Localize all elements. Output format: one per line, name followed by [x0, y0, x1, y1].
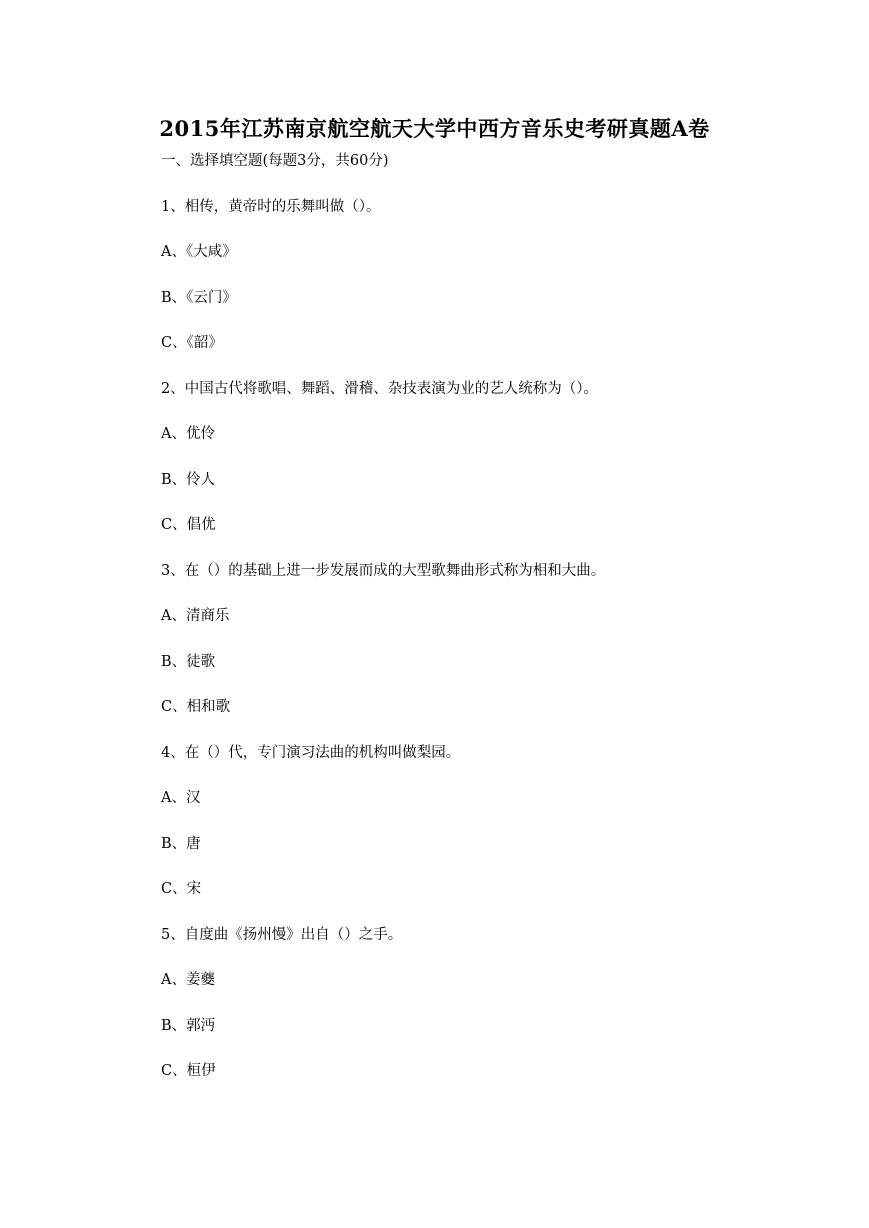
document-title: 2015年江苏南京航空航天大学中西方音乐史考研真题A卷 [159, 116, 710, 141]
question-stem-5: 5、自度曲《扬州慢》出自（）之手。 [161, 927, 403, 943]
question-4-option-a: A、汉 [161, 790, 201, 806]
section-heading: 一、选择填空题(每题3分，共60分) [161, 153, 389, 169]
question-stem-4: 4、在（）代，专门演习法曲的机构叫做梨园。 [161, 745, 461, 761]
question-1-option-c: C、《韶》 [161, 335, 223, 351]
question-4-option-c: C、宋 [161, 881, 202, 897]
question-2-option-a: A、优伶 [161, 426, 215, 442]
question-stem-2: 2、中国古代将歌唱、舞蹈、滑稽、杂技表演为业的艺人统称为（）。 [161, 381, 598, 397]
question-5-option-b: B、郭沔 [161, 1018, 216, 1034]
question-2-option-c: C、倡优 [161, 517, 216, 533]
question-1-option-b: B、《云门》 [161, 290, 237, 306]
question-5-option-c: C、桓伊 [161, 1063, 216, 1079]
question-3-option-b: B、徒歌 [161, 654, 216, 670]
question-1-option-a: A、《大咸》 [161, 244, 237, 260]
question-3-option-a: A、清商乐 [161, 608, 230, 624]
question-5-option-a: A、姜夔 [161, 972, 215, 988]
question-4-option-b: B、唐 [161, 836, 201, 852]
question-3-option-c: C、相和歌 [161, 699, 231, 715]
question-stem-3: 3、在（）的基础上进一步发展而成的大型歌舞曲形式称为相和大曲。 [161, 563, 606, 579]
question-2-option-b: B、伶人 [161, 472, 216, 488]
question-stem-1: 1、相传，黄帝时的乐舞叫做（）。 [161, 199, 381, 215]
